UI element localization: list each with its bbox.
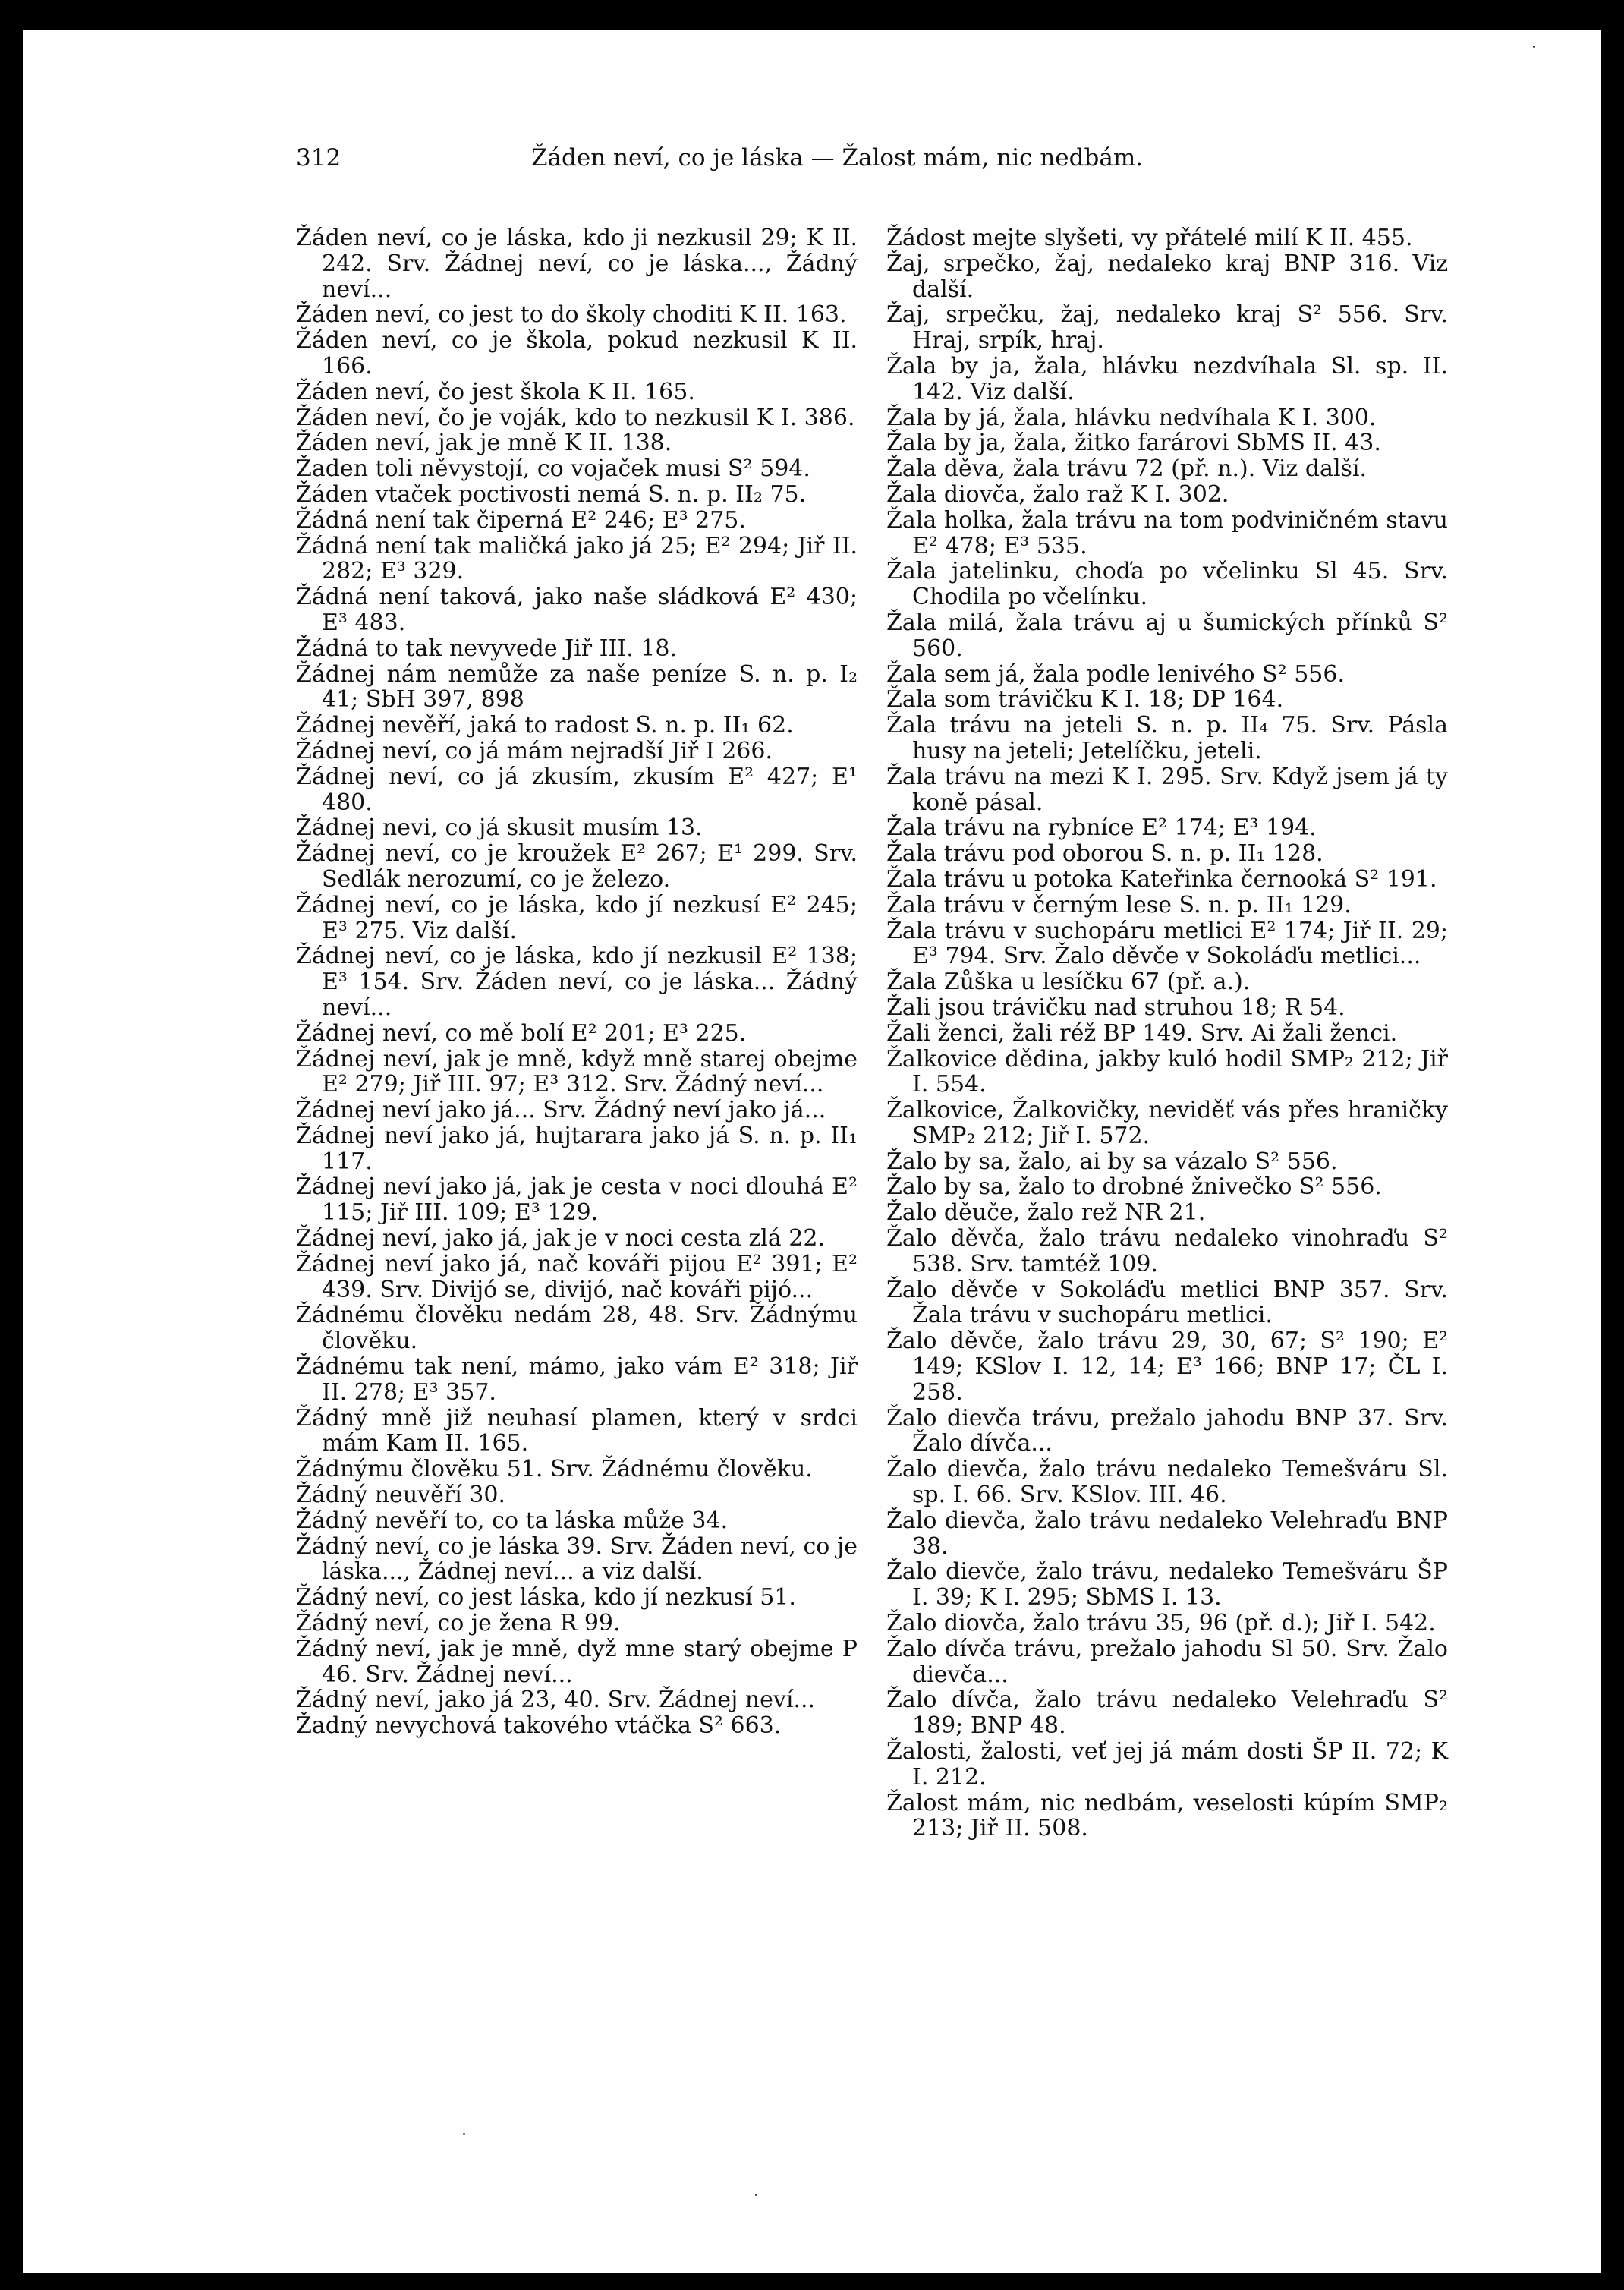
index-entry: Žala by ja, žala, hlávku nezdvíhala Sl. sp. II. 142. Viz další. [886,352,1448,405]
index-entry: Žádnému člověku nedám 28, 48. Srv. Žádnýmu člověku. [296,1302,858,1355]
index-entry: Žáden neví, co je láska, kdo ji nezkusil 29; K II. 242. Srv. Žádnej neví, co je láska..., Žádný neví... [296,225,858,303]
index-entry: Žádnej neví, jak je mně, když mně starej obejme E² 279; Jiř III. 97; E³ 312. Srv. Žádný neví... [296,1045,858,1098]
index-entry: Žalkovice, Žalkovičky, neviděť vás přes hraničky SMP₂ 212; Jiř I. 572. [886,1097,1448,1149]
index-entry: Žala trávu pod oborou S. n. p. II₁ 128. [886,840,1323,868]
index-entry: Žala sem já, žala podle lenivého S² 556. [886,660,1345,688]
index-entry: Žádnej neví, co já zkusím, zkusím E² 427; E¹ 480. [296,763,858,816]
index-entry: Žalo děvča, žalo trávu nedaleko vinohraďu S² 538. Srv. tamtéž 109. [886,1225,1448,1277]
index-entry: Žádná to tak nevyvede Jiř III. 18. [296,635,677,662]
index-entry: Žádnýmu člověku 51. Srv. Žádnému člověku. [296,1456,813,1483]
index-entry: Žádný neví, co je žena R 99. [296,1610,621,1637]
index-entry: Žalo dívča trávu, prežalo jahodu Sl 50. Srv. Žalo dievča... [886,1635,1448,1688]
index-entry: Žalo dievče, žalo trávu, nedaleko Temešváru ŠP I. 39; K I. 295; SbMS I. 13. [886,1558,1448,1611]
index-entry: Žalo děvče, žalo trávu 29, 30, 67; S² 190; E² 149; KSlov I. 12, 14; E³ 166; BNP 17; ČL I. 258. [886,1328,1448,1406]
index-entry: Žaj, srpečko, žaj, nedaleko kraj BNP 316. Viz další. [886,250,1448,303]
index-entry: Žádnej neví, co já mám nejradší Jiř I 266. [296,737,773,764]
index-entry: Žádost mejte slyšeti, vy přátelé milí K II. 455. [886,225,1413,251]
index-entry: Žádnej nevi, co já skusit musím 13. [296,814,703,842]
index-entry: Žalo děuče, žalo rež NR 21. [886,1199,1206,1227]
index-entry: Žádnej neví, jako já, jak je v noci cesta zlá 22. [296,1225,826,1252]
index-entry: Žala diovča, žalo raž K I. 302. [886,480,1229,508]
index-entry: Žala by já, žala, hlávku nedvíhala K I. 300. [886,404,1377,431]
index-entry: Žádnej neví, co je kroužek E² 267; E¹ 299. Srv. Sedlák nerozumí, co je železo. [296,840,858,893]
index-entry: Žáden neví, co je škola, pokud nezkusil K II. 166. [296,327,858,380]
index-entry: Žalost mám, nic nedbám, veselosti kúpím SMP₂ 213; Jiř II. 508. [886,1789,1448,1842]
page-header [296,144,1207,182]
index-entry: Žádná není taková, jako naše sládková E² 430; E³ 483. [296,584,858,636]
index-entry: Žáden neví, co jest to do školy choditi K II. 163. [296,301,847,329]
index-entry: Žala trávu na jeteli S. n. p. II₄ 75. Srv. Pásla husy na jeteli; Jetelíčku, jeteli. [886,712,1448,764]
page-number: 312 [296,144,341,172]
index-entry: Žalo diovča, žalo trávu 35, 96 (př. d.); Jiř I. 542. [886,1610,1436,1637]
index-entry: Žádnej neví jako já... Srv. Žádný neví jako já... [296,1097,826,1124]
index-entry: Žádnej nevěří, jaká to radost S. n. p. II₁ 62. [296,712,794,739]
index-entry: Žala trávu v suchopáru metlici E² 174; Jiř II. 29; E³ 794. Srv. Žalo děvče v Sokoláďu metlici... [886,917,1448,970]
index-entry: Žádný mně již neuhasí plamen, který v srdci mám Kam II. 165. [296,1404,858,1457]
index-entry: Žáden neví, jak je mně K II. 138. [296,430,672,457]
index-entry: Žádný neví, jako já 23, 40. Srv. Žádnej neví... [296,1687,816,1714]
index-entry: Žalo dívča, žalo trávu nedaleko Velehraďu S² 189; BNP 48. [886,1687,1448,1740]
index-entry: Žádný neví, co jest láska, kdo jí nezkusí 51. [296,1584,796,1611]
index-entry: Žala děva, žala trávu 72 (př. n.). Viz další. [886,455,1367,483]
index-entry: Žádný neví, co je láska 39. Srv. Žáden neví, co je láska..., Žádnej neví... a viz další. [296,1532,858,1586]
index-entry: Žádný nevěří to, co ta láska může 34. [296,1507,729,1534]
index-entry: Žala som trávičku K I. 18; DP 164. [886,686,1284,713]
index-entry: Žádný neví, jak je mně, dyž mne starý obejme P 46. Srv. Žádnej neví... [296,1635,858,1688]
index-entry: Žádnej nám nemůže za naše peníze S. n. p. I₂ 41; SbH 397, 898 [296,660,858,713]
index-entry: Žalo děvče v Sokoláďu metlici BNP 357. Srv. Žala trávu v suchopáru metlici. [886,1276,1448,1329]
index-entry: Žala holka, žala trávu na tom podviničném stavu E² 478; E³ 535. [886,506,1448,559]
index-entry: Žalo dievča trávu, prežalo jahodu BNP 37. Srv. Žalo dívča... [886,1404,1448,1457]
index-entry: Žádnej neví, co je láska, kdo jí nezkusí E² 245; E³ 275. Viz další. [296,891,858,944]
index-entry: Žáden vtaček poctivosti nemá S. n. p. II₂ 75. [296,480,807,508]
scan-speck [463,2133,465,2135]
index-entry: Žala Zůška u lesíčku 67 (př. a.). [886,969,1251,996]
index-entry: Žáden neví, čo je voják, kdo to nezkusil K I. 386. [296,404,855,431]
right-column [886,225,1448,1841]
index-entry: Žalosti, žalosti, veť jej já mám dosti ŠP II. 72; K I. 212. [886,1738,1448,1791]
index-entry: Žalkovice dědina, jakby kuló hodil SMP₂ 212; Jiř I. 554. [886,1045,1448,1098]
left-column [296,225,858,1739]
index-entry: Žalo by sa, žalo to drobné žnivečko S² 556. [886,1173,1382,1201]
index-entry: Žáden neví, čo jest škola K II. 165. [296,378,695,405]
index-entry: Žadný nevychová takového vtáčka S² 663. [296,1712,782,1740]
index-entry: Žádnej neví jako já, hujtarara jako já S. n. p. II₁ 117. [296,1122,858,1175]
index-entry: Žádný neuvěří 30. [296,1482,506,1509]
index-entry: Žala trávu v černým lese S. n. p. II₁ 129. [886,891,1352,918]
index-entry: Žala trávu na mezi K I. 295. Srv. Když jsem já ty koně pásal. [886,763,1448,816]
index-entry: Žaden toli něvystojí, co vojaček musi S² 594. [296,455,810,483]
index-entry: Žaj, srpečku, žaj, nedaleko kraj S² 556. Srv. Hraj, srpík, hraj. [886,301,1448,354]
scan-speck [755,2194,757,2196]
index-entry: Žádnému tak není, mámo, jako vám E² 318; Jiř II. 278; E³ 357. [296,1353,858,1406]
index-entry: Žali jsou trávičku nad struhou 18; R 54. [886,994,1345,1021]
index-entry: Žala trávu u potoka Kateřinka černooká S² 191. [886,865,1437,893]
running-head: Žáden neví, co je láska — Žalost mám, nic nedbám. [531,144,1144,172]
index-entry: Žádná není tak čiperná E² 246; E³ 275. [296,506,746,534]
index-entry: Žádná není tak maličká jako já 25; E² 294; Jiř II. 282; E³ 329. [296,532,858,585]
index-entry: Žala trávu na rybníce E² 174; E³ 194. [886,814,1317,842]
scan-speck [1533,46,1535,48]
index-entry: Žalo by sa, žalo, ai by sa vázalo S² 556. [886,1148,1338,1175]
index-entry: Žalo dievča, žalo trávu nedaleko Velehraďu BNP 38. [886,1507,1448,1560]
index-entry: Žali ženci, žali réž BP 149. Srv. Ai žali ženci. [886,1019,1398,1047]
index-entry: Žalo dievča, žalo trávu nedaleko Temešváru Sl. sp. I. 66. Srv. KSlov. III. 46. [886,1456,1448,1509]
index-entry: Žádnej neví jako já, jak je cesta v noci dlouhá E² 115; Jiř III. 109; E³ 129. [296,1173,858,1227]
index-entry: Žala by ja, žala, žitko farárovi SbMS II. 43. [886,430,1381,457]
index-entry: Žádnej neví, co mě bolí E² 201; E³ 225. [296,1019,747,1047]
index-entry: Žala milá, žala trávu aj u šumických přínků S² 560. [886,609,1448,662]
index-entry: Žádnej neví, co je láska, kdo jí nezkusil E² 138; E³ 154. Srv. Žáden neví, co je láska... Žádný neví... [296,943,858,1021]
index-entry: Žádnej neví jako já, nač kováři pijou E² 391; E² 439. Srv. Divijó se, divijó, nač kováři pijó... [296,1250,858,1303]
index-entry: Žala jatelinku, choďa po včelinku Sl 45. Srv. Chodila po včelínku. [886,558,1448,611]
